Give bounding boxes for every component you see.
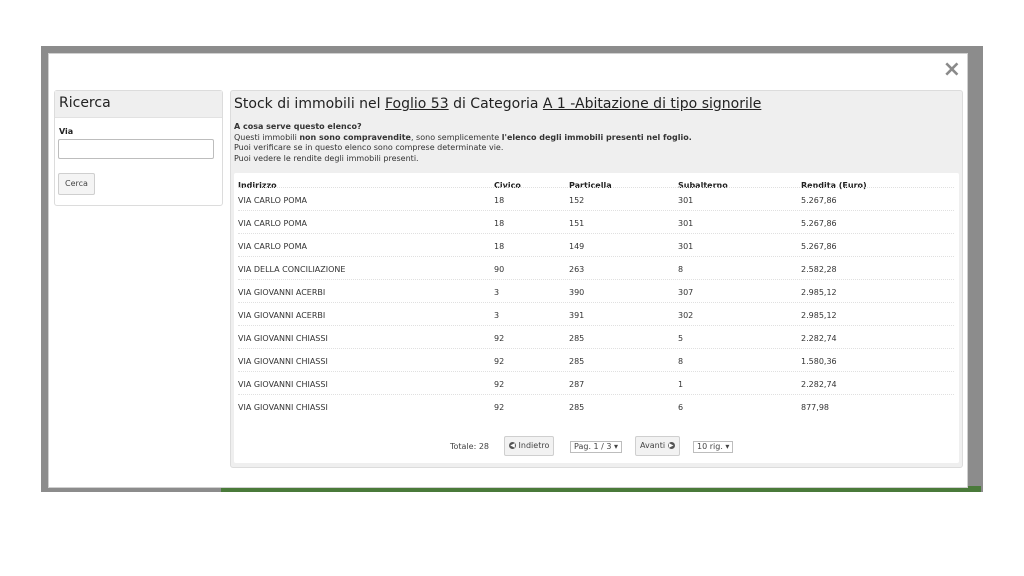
category-link[interactable]: A 1 -Abitazione di tipo signorile <box>542 96 762 112</box>
page-title: Stock di immobili nel Foglio 53 di Categoria A 1 -Abitazione di tipo signorile <box>234 96 762 112</box>
rows-per-page-select[interactable]: 10 rig. ▾ <box>693 441 733 453</box>
caret-down-icon: ▾ <box>725 442 730 451</box>
search-button[interactable]: Cerca <box>58 173 95 195</box>
header-indirizzo[interactable]: Indirizzo <box>238 181 277 190</box>
arrow-left-icon: ◀ <box>510 442 515 449</box>
header-rendita[interactable]: Rendita (Euro) <box>801 181 867 190</box>
via-label: Via <box>59 127 74 136</box>
table-row: VIA GIOVANNI CHIASSI 92 287 1 2.282,74 <box>238 371 954 395</box>
modal-dialog <box>48 53 968 488</box>
table-row: VIA GIOVANNI CHIASSI 92 285 6 877,98 <box>238 394 954 418</box>
info-line-3: Puoi vedere le rendite degli immobili presenti. <box>234 153 419 163</box>
pagination <box>234 435 959 457</box>
table-row: VIA CARLO POMA 18 152 301 5.267,86 <box>238 187 954 211</box>
results-panel <box>230 90 963 468</box>
info-line-2: Puoi verificare se in questo elenco sono comprese determinate vie. <box>234 143 504 152</box>
info-line-1: Questi immobili non sono compravendite, sono semplicemente l'elenco degli immobili presenti nel foglio. <box>234 132 692 142</box>
table-row: VIA GIOVANNI ACERBI 3 391 302 2.985,12 <box>238 302 954 326</box>
via-input[interactable] <box>58 139 214 159</box>
search-panel-title: Ricerca <box>55 91 222 118</box>
next-button[interactable]: Avanti ▶ <box>635 436 680 456</box>
header-particella[interactable]: Particella <box>569 181 612 190</box>
info-text <box>234 122 692 164</box>
page-select[interactable]: Pag. 1 / 3 ▾ <box>570 441 622 453</box>
info-question: A cosa serve questo elenco? <box>234 122 362 131</box>
table-row: VIA CARLO POMA 18 149 301 5.267,86 <box>238 233 954 257</box>
header-subalterno[interactable]: Subalterno <box>678 181 728 190</box>
header-civico[interactable]: Civico <box>494 181 521 190</box>
close-icon[interactable]: × <box>942 57 961 82</box>
table-row: VIA GIOVANNI CHIASSI 92 285 5 2.282,74 <box>238 325 954 349</box>
total-count: Totale: 28 <box>450 442 490 451</box>
search-panel <box>54 90 223 206</box>
results-table <box>234 173 959 463</box>
table-row: VIA CARLO POMA 18 151 301 5.267,86 <box>238 210 954 234</box>
table-row: VIA GIOVANNI ACERBI 3 390 307 2.985,12 <box>238 279 954 303</box>
table-row: VIA DELLA CONCILIAZIONE 90 263 8 2.582,28 <box>238 256 954 280</box>
prev-button[interactable]: ◀ Indietro <box>504 436 554 456</box>
caret-down-icon: ▾ <box>614 442 619 451</box>
table-row: VIA GIOVANNI CHIASSI 92 285 8 1.580,36 <box>238 348 954 372</box>
foglio-link[interactable]: Foglio 53 <box>385 96 449 112</box>
arrow-right-icon: ▶ <box>668 442 674 449</box>
